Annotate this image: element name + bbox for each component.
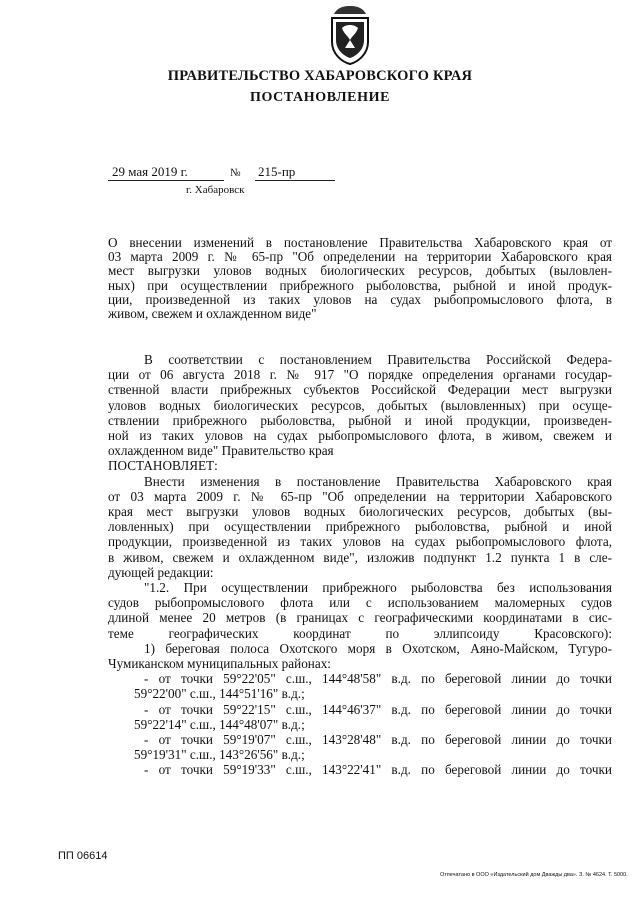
- document-title: О внесении изменений в постановление Правительства Хабаровского края от 03 марта 2009 г. № 65-пр "Об определении на территории Хабаровского края мест выгрузки уловов водных биологических ресурсов, добытых (выловлен- ных) при осуществлении прибрежного рыболовства, рыбной и иной продук- ции, произведенной из таких уловов на судах рыбопромыслового флота, в живом, свежем и охлажденном виде": [108, 235, 612, 322]
- document-type: ПОСТАНОВЛЕНИЕ: [249, 90, 391, 105]
- document-date: 29 мая 2019 г.: [112, 164, 188, 179]
- form-code: ПП 06614: [58, 850, 108, 862]
- document-city: г. Хабаровск: [186, 184, 245, 196]
- document-number: 215-пр: [258, 164, 296, 179]
- number-underline: [255, 180, 335, 181]
- number-sign: №: [230, 167, 241, 179]
- government-title: ПРАВИТЕЛЬСТВО ХАБАРОВСКОГО КРАЯ: [167, 68, 473, 84]
- document-body: В соответствии с постановлением Правительства Российской Федера- ции от 06 августа 2018 г. № 917 "О порядке определения органами государ- ственной власти прибрежных субъектов Российской Федерации мест выгрузки уловов водных биологических ресурсов, добытых (выловленных) при осуще- ствлении прибрежного рыболовства, рыбной и иной продукции, произведен- ной из таких уловов на судах рыбопромыслового флота, в живом, свежем и охлажденном виде" Правительство края ПОСТАНОВЛЯЕТ: Внести изменения в постановление Правительства Хабаровского края от 03 марта 2009 г. № 65-пр "Об определении на территории Хабаровского края мест выгрузки уловов водных биологических ресурсов, добытых (вы- ловленных) при осуществлении прибрежного рыболовства, рыбной и иной продукции, произведенной из таких уловов на судах рыбопромыслового флота, в живом, свежем и охлажденном виде", изложив подпункт 1.2 пункта 1 в сле- дующей редакции: "1.2. При осуществлении прибрежного рыболовства без использования судов рыбопромыслового флота или с использованием маломерных судов длиной менее 20 метров (в границах с географическими координатами в сис- теме географических координат по эллипсоиду Красовского): 1) береговая полоса Охотского моря в Охотском, Аяно-Майском, Тугуро- Чумиканском муниципальных районах: - от точки 59°22'05" с.ш., 144°48'58" в.д. по береговой линии до точки 59°22'00" с.ш., 144°51'16" в.д.; - от точки 59°22'15" с.ш., 144°46'37" в.д. по береговой линии до точки 59°22'14" с.ш., 144°48'07" в.д.; - от точки 59°19'07" с.ш., 143°28'48" в.д. по береговой линии до точки 59°19'31" с.ш., 143°26'56" в.д.; - от точки 59°19'33" с.ш., 143°22'41" в.д. по береговой линии до точки: [108, 352, 612, 778]
- date-underline: [108, 180, 224, 181]
- print-note: Отпечатано в ООО «Издательский дом Дважды два». З. № 4624. Т. 5000.: [440, 872, 628, 878]
- coat-of-arms-icon: [326, 4, 374, 66]
